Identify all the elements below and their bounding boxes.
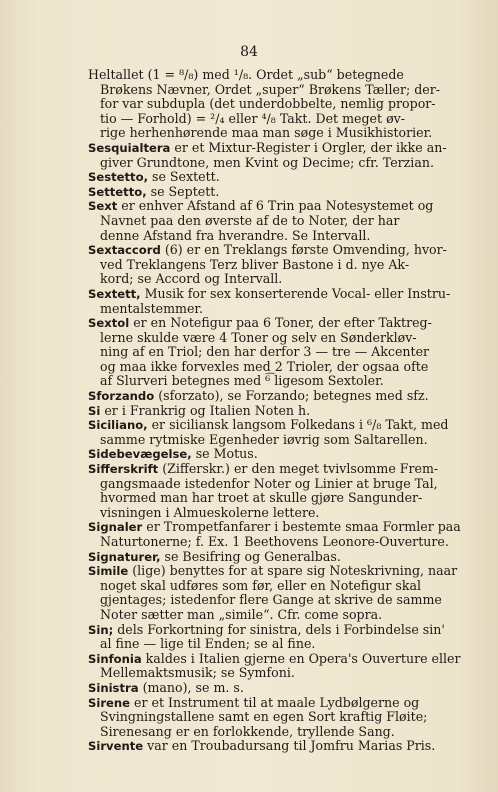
entry-text: er siciliansk langsom Folkedans i ⁶/₈ Takt, med: [151, 417, 449, 433]
entry-text: Naturtonerne; f. Ex. 1 Beethovens Leonore-Ouverture.: [100, 534, 449, 549]
dictionary-entry: [88, 316, 474, 389]
entry-line: [88, 374, 474, 389]
dictionary-entry: [88, 462, 474, 520]
entry-term: Sextett,: [88, 286, 141, 301]
dictionary-entry: [88, 199, 474, 243]
entry-term: Sidebevægelse,: [88, 447, 192, 462]
dictionary-entry: [88, 447, 474, 462]
entry-text: denne Afstand fra hverandre. Se Intervall.: [100, 227, 371, 243]
dictionary-entry: [88, 404, 474, 419]
entry-text: lerne skulde være 4 Toner og selv en Sønderkløv-: [100, 329, 417, 345]
entry-text: er enhver Afstand af 6 Trin paa Notesystemet og: [121, 198, 434, 214]
dictionary-entry: [88, 550, 474, 565]
entry-line: [88, 258, 474, 273]
entry-line: [88, 345, 474, 360]
entry-term: Sextol: [88, 316, 130, 331]
entry-term: Siciliano,: [88, 418, 148, 433]
entry-text: (sforzato), se Forzando; betegnes med sfz.: [158, 388, 429, 404]
entry-term: Sirene: [88, 695, 131, 710]
entry-text: dels Forkortning for sinistra, dels i Forbindelse sin': [117, 621, 445, 637]
entry-line: [88, 506, 474, 521]
entry-term: Sforzando: [88, 389, 155, 404]
entry-text: er et Mixtur-Register i Orgler, der ikke an-: [174, 139, 447, 155]
entry-term: Sestetto,: [88, 170, 148, 185]
entry-line: [88, 68, 474, 83]
entry-text: af Slurveri betegnes med ⁶͡ ligesom Sextoler.: [100, 373, 384, 389]
entry-line: [88, 272, 474, 287]
entry-line: [88, 404, 474, 419]
entry-line: [88, 185, 474, 200]
entry-line: [88, 389, 474, 404]
entry-line: [88, 243, 474, 258]
entry-text: er en Notefigur paa 6 Toner, der efter Taktreg-: [133, 315, 432, 331]
entry-line: [88, 696, 474, 711]
entry-line: [88, 666, 474, 681]
entry-term: Sirvente: [88, 739, 144, 754]
entry-line: [88, 623, 474, 638]
entry-text: al fine — lige til Enden; se al fine.: [100, 636, 316, 652]
entry-text: Svingningstallene samt en egen Sort kraftig Fløite;: [100, 709, 428, 725]
entry-line: [88, 477, 474, 492]
entry-term: Signaturer,: [88, 549, 161, 564]
entry-line: [88, 287, 474, 302]
entry-line: [88, 447, 474, 462]
entry-term: Sinfonia: [88, 651, 142, 666]
entry-line: [88, 462, 474, 477]
dictionary-entry: [88, 287, 474, 316]
entry-text: samme rytmiske Egenheder iøvrig som Saltarellen.: [100, 431, 428, 447]
entry-text: ved Treklangens Terz bliver Bastone i d. nye Ak-: [100, 256, 410, 272]
dictionary-entry: [88, 696, 474, 740]
entry-line: [88, 126, 474, 141]
entry-text: (mano), se m. s.: [142, 679, 244, 695]
entry-text: hvormed man har troet at skulle gjøre Sangunder-: [100, 490, 423, 506]
entry-term: Settetto,: [88, 184, 147, 199]
entry-text: for var subdupla (det underdobbelte, nemlig propor-: [100, 96, 436, 112]
entry-line: [88, 593, 474, 608]
entry-line: [88, 214, 474, 229]
entry-text: ning af en Triol; den har derfor 3 — tre — Akcenter: [100, 344, 430, 360]
entry-line: [88, 710, 474, 725]
entry-text: se Septett.: [150, 183, 220, 199]
entry-line: [88, 229, 474, 244]
entry-line: [88, 141, 474, 156]
entry-line: [88, 316, 474, 331]
entry-line: [88, 156, 474, 171]
entry-text: Noter sætter man „simile“. Cfr. come sopra.: [100, 606, 383, 622]
entry-text: er et Instrument til at maale Lydbølgerne og: [134, 694, 420, 710]
entry-line: [88, 579, 474, 594]
entry-line: [88, 520, 474, 535]
entry-text: er i Frankrig og Italien Noten h.: [104, 402, 311, 418]
entry-line: [88, 331, 474, 346]
entry-line: [88, 83, 474, 98]
entry-text: Brøkens Nævner, Ordet „super“ Brøkens Tæller; der-: [100, 81, 441, 97]
entry-term: Sext: [88, 199, 118, 214]
entry-text: tio — Forhold) = ²/₄ eller ⁴/₈ Takt. Det meget øv-: [100, 110, 406, 126]
dictionary-entry: [88, 739, 474, 754]
dictionary-entry: [88, 185, 474, 200]
entry-text: visningen i Almueskolerne lettere.: [100, 504, 320, 520]
entry-text: Sirenesang er en forlokkende, tryllende Sang.: [100, 723, 395, 739]
entry-line: [88, 637, 474, 652]
entry-text: se Besifring og Generalbas.: [164, 548, 341, 564]
dictionary-entry: [88, 170, 474, 185]
entry-line: [88, 739, 474, 754]
entry-term: Sesquialtera: [88, 140, 171, 155]
entry-text: kord; se Accord og Intervall.: [100, 271, 283, 287]
entry-line: [88, 360, 474, 375]
entry-text: giver Grundtone, men Kvint og Decime; cfr. Terzian.: [100, 154, 434, 170]
entry-line: [88, 170, 474, 185]
entry-text: gangsmaade istedenfor Noter og Linier at bruge Tal,: [100, 475, 438, 491]
entry-text: gjentages; istedenfor flere Gange at skrive de samme: [100, 592, 442, 608]
entry-text: se Motus.: [195, 446, 258, 462]
entry-term: Si: [88, 403, 101, 418]
dictionary-entry: [88, 389, 474, 404]
entry-term: Simile: [88, 564, 129, 579]
entry-line: [88, 112, 474, 127]
entry-line: [88, 652, 474, 667]
entry-term: Signaler: [88, 520, 143, 535]
page-number: 84: [240, 44, 258, 60]
entry-line: [88, 535, 474, 550]
entry-text: er Trompetfanfarer i bestemte smaa Formler paa: [146, 519, 461, 535]
dictionary-entry: [88, 243, 474, 287]
entry-line: [88, 550, 474, 565]
entry-line: [88, 725, 474, 740]
entry-line: [88, 608, 474, 623]
dictionary-entry: [88, 652, 474, 681]
entry-line: [88, 97, 474, 112]
dictionary-entry: [88, 141, 474, 170]
entry-line: [88, 433, 474, 448]
entry-line: [88, 199, 474, 214]
entry-text: var en Troubadursang til Jomfru Marias Pris.: [147, 738, 436, 754]
dictionary-entry: [88, 681, 474, 696]
entry-text: (lige) benyttes for at spare sig Noteskrivning, naar: [132, 563, 458, 579]
entry-text: se Sextett.: [152, 169, 220, 185]
entry-line: [88, 418, 474, 433]
dictionary-entry: [88, 564, 474, 622]
entry-text: Heltallet (1 = ⁸/₈) med ¹/₈. Ordet „sub“ betegnede: [88, 67, 404, 82]
entry-line: [88, 491, 474, 506]
entry-line: [88, 564, 474, 579]
entry-term: Sin;: [88, 622, 114, 637]
entry-term: Sifferskrift: [88, 462, 159, 477]
entry-text: og maa ikke forvexles med 2 Trioler, der ogsaa ofte: [100, 358, 429, 374]
entry-text: noget skal udføres som før, eller en Notefigur skal: [100, 577, 422, 593]
dictionary-entry: [88, 623, 474, 652]
entry-text: rige herhenhørende maa man søge i Musikhistorier.: [100, 125, 433, 141]
entry-line: [88, 681, 474, 696]
entry-text: Mellemaktsmusik; se Symfoni.: [100, 665, 295, 681]
entry-text: (Zifferskr.) er den meget tvivlsomme Frem-: [162, 461, 439, 477]
entry-term: Sextaccord: [88, 243, 161, 258]
entry-text: (6) er en Treklangs første Omvending, hvor-: [164, 242, 447, 258]
dictionary-entries: [88, 68, 474, 754]
entry-text: Navnet paa den øverste af de to Noter, der har: [100, 212, 400, 228]
dictionary-entry: [88, 418, 474, 447]
dictionary-entry: [88, 520, 474, 549]
entry-text: Musik for sex konserterende Vocal- eller Instru-: [144, 285, 451, 301]
dictionary-entry: [88, 68, 474, 141]
entry-text: mentalstemmer.: [100, 300, 204, 316]
entry-text: kaldes i Italien gjerne en Opera's Ouverture eller: [145, 650, 461, 666]
entry-term: Sinistra: [88, 680, 139, 695]
entry-line: [88, 302, 474, 317]
